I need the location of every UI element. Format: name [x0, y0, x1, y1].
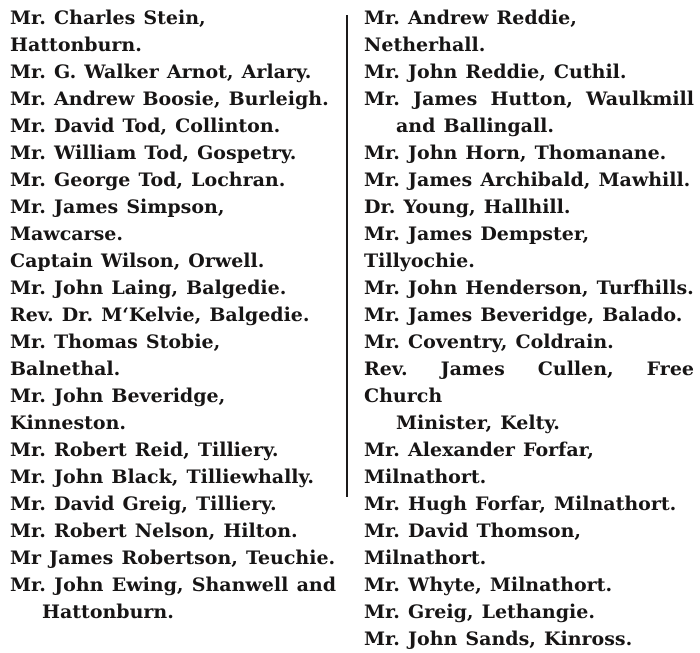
entry-text: Mr. David Thomson, Milnathort. — [364, 520, 582, 569]
entry-text: Mr. John Reddie, Cuthil. — [364, 61, 627, 83]
entry-text-continuation: and Ballingall. — [396, 115, 555, 137]
list-entry — [364, 167, 694, 194]
list-entry — [364, 572, 694, 599]
entry-text: Mr. James Archibald, Mawhill. — [364, 169, 691, 191]
list-entry — [10, 383, 336, 437]
entry-text: Dr. Young, Hallhill. — [364, 196, 571, 218]
entry-text: Mr. Robert Reid, Tilliery. — [10, 439, 279, 461]
list-entry — [364, 599, 694, 626]
list-entry — [364, 194, 694, 221]
list-entry — [10, 572, 336, 626]
list-entry — [364, 221, 694, 275]
entry-text: Mr. William Tod, Gospetry. — [10, 142, 297, 164]
entry-text: Mr. James Beveridge, Balado. — [364, 304, 683, 326]
entry-text: Mr. Coventry, Coldrain. — [364, 331, 614, 353]
list-entry — [364, 59, 694, 86]
list-entry — [10, 5, 336, 59]
entry-text: Mr. Robert Nelson, Hilton. — [10, 520, 298, 542]
entry-text: Mr. John Sands, Kinross. — [364, 628, 633, 650]
entry-text: Mr. John Ewing, Shanwell and — [10, 574, 336, 596]
list-entry — [10, 329, 336, 383]
list-entry — [10, 491, 336, 518]
list-entry — [364, 518, 694, 572]
list-entry — [364, 329, 694, 356]
list-entry — [364, 302, 694, 329]
list-entry — [10, 59, 336, 86]
entry-text: Mr. Hugh Forfar, Milnathort. — [364, 493, 677, 515]
entry-text: Mr. James Simpson, Mawcarse. — [10, 196, 225, 245]
entry-text: Mr. George Tod, Lochran. — [10, 169, 286, 191]
list-entry — [10, 167, 336, 194]
entry-text: Mr. James Hutton, Waulkmill — [364, 88, 694, 110]
entry-text: Mr. G. Walker Arnot, Arlary. — [10, 61, 312, 83]
list-entry — [10, 518, 336, 545]
left-column — [10, 5, 336, 626]
list-entry — [364, 626, 694, 653]
entry-text-continuation: Minister, Kelty. — [396, 412, 560, 434]
entry-text: Mr. Andrew Reddie, Netherhall. — [364, 7, 577, 56]
list-entry — [364, 491, 694, 518]
entry-text: Mr James Robertson, Teuchie. — [10, 547, 336, 569]
list-entry — [10, 464, 336, 491]
list-entry — [364, 140, 694, 167]
entry-text: Mr. John Laing, Balgedie. — [10, 277, 287, 299]
entry-text: Mr. James Dempster, Tillyochie. — [364, 223, 590, 272]
entry-text: Rev. Dr. M‘Kelvie, Balgedie. — [10, 304, 310, 326]
entry-text: Mr. John Black, Tilliewhally. — [10, 466, 314, 488]
entry-text: Mr. Greig, Lethangie. — [364, 601, 595, 623]
right-column — [364, 5, 694, 653]
list-entry — [10, 86, 336, 113]
list-entry — [10, 140, 336, 167]
entry-text: Mr. John Henderson, Turfhills. — [364, 277, 694, 299]
list-entry — [10, 437, 336, 464]
list-entry — [364, 437, 694, 491]
list-entry — [10, 113, 336, 140]
entry-text: Mr. Thomas Stobie, Balnethal. — [10, 331, 221, 380]
entry-text: Mr. Whyte, Milnathort. — [364, 574, 613, 596]
list-entry — [10, 545, 336, 572]
entry-text: Mr. Andrew Boosie, Burleigh. — [10, 88, 329, 110]
list-entry — [10, 248, 336, 275]
entry-text-continuation: Hattonburn. — [42, 601, 174, 623]
entry-text: Mr. John Horn, Thomanane. — [364, 142, 667, 164]
list-entry — [364, 86, 694, 140]
entry-text: Captain Wilson, Orwell. — [10, 250, 265, 272]
list-entry — [10, 275, 336, 302]
entry-text: Mr. Alexander Forfar, Milnathort. — [364, 439, 594, 488]
entry-text: Mr. David Tod, Collinton. — [10, 115, 281, 137]
entry-text: Mr. John Beveridge, Kinneston. — [10, 385, 226, 434]
column-divider-line — [346, 15, 348, 497]
list-entry — [10, 194, 336, 248]
entry-text: Mr. Charles Stein, Hattonburn. — [10, 7, 206, 56]
list-entry — [364, 275, 694, 302]
list-entry — [364, 356, 694, 437]
list-entry — [10, 302, 336, 329]
list-entry — [364, 5, 694, 59]
entry-text: Rev. James Cullen, Free Church — [364, 358, 694, 407]
entry-text: Mr. David Greig, Tilliery. — [10, 493, 277, 515]
